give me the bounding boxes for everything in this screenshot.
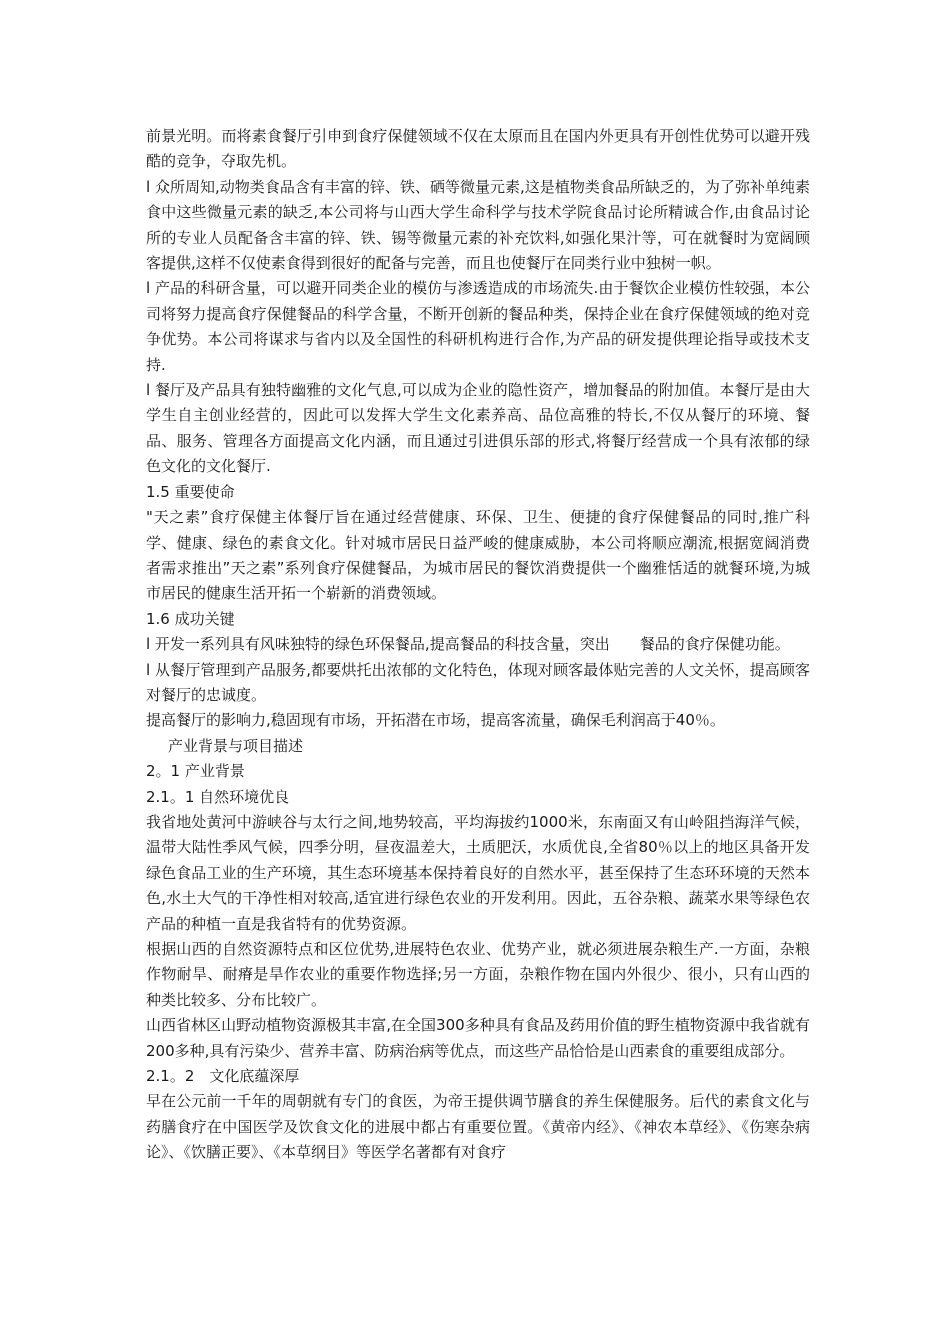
paragraph-bullet: l 从餐厅管理到产品服务,都要烘托出浓郁的文化特色，体现对顾客最体贴完善的人文关怀，提高顾客对餐厅的忠诚度。 — [146, 660, 810, 704]
section-heading: 2。1 产业背景 — [146, 762, 245, 781]
paragraph-bullet: l 产品的科研含量，可以避开同类企业的模仿与渗透造成的市场流失.由于餐饮企业模仿性较强，本公司将努力提高食疗保健餐品的科学含量，不断开创新的餐品种类，保持企业在食疗保健领域的绝对竞争优势。本公司将谋求与省内以及全国性的科研机构进行合作,为产品的研发提供理论指导或技术支持. — [146, 279, 810, 374]
paragraph: 我省地处黄河中游峡谷与太行之间,地势较高，平均海拔约1000米，东南面又有山岭阻挡海洋气候，温带大陆性季风气候，四季分明，昼夜温差大，土质肥沃，水质优良,全省80％以上的地区具备开发绿色食品工业的生产环境，其生态环境基本保持着良好的自然水平，甚至保持了生态环环境的天然本色,水土大气的干净性相对较高,适宜进行绿色农业的开发利用。因此，五谷杂粮、蔬菜水果等绿色农产品的种植一直是我省特有的优势资源。 — [146, 812, 810, 933]
chapter-heading: 产业背景与项目描述 — [168, 736, 304, 755]
subsection-heading: 2.1。2 文化底蕴深厚 — [146, 1067, 300, 1086]
section-heading: 1.6 成功关键 — [146, 609, 235, 628]
section-heading: 1.5 重要使命 — [146, 482, 235, 501]
paragraph-bullet: l 众所周知,动物类食品含有丰富的锌、铁、硒等微量元素,这是植物类食品所缺乏的，为了弥补单纯素食中这些微量元素的缺乏,本公司将与山西大学生命科学与技术学院食品讨论所精诚合作,由食品讨论所的专业人员配备含丰富的锌、铁、锡等微量元素的补充饮料,如强化果汁等，可在就餐时为宽阔顾客提供,这样不仅使素食得到很好的配备与完善，而且也使餐厅在同类行业中独树一帜。 — [146, 177, 810, 273]
document-page — [146, 124, 810, 1166]
paragraph: 根据山西的自然资源特点和区位优势,进展特色农业、优势产业，就必须进展杂粮生产.一方面，杂粮作物耐旱、耐瘠是旱作农业的重要作物选择;另一方面，杂粮作物在国内外很少、很小，只有山西的种类比较多、分布比较广。 — [146, 940, 810, 1009]
subsection-heading: 2.1。1 自然环境优良 — [146, 787, 290, 806]
paragraph: "天之素”食疗保健主体餐厅旨在通过经营健康、环保、卫生、便捷的食疗保健餐品的同时,推广科学、健康、绿色的素食文化。针对城市居民日益严峻的健康威胁，本公司将顺应潮流,根据宽阔消费者需求推出”天之素”系列食疗保健餐品，为城市居民的餐饮消费提供一个幽雅恬适的就餐环境,为城市居民的健康生活开拓一个崭新的消费领域。 — [146, 508, 810, 603]
paragraph: 提高餐厅的影响力,稳固现有市场，开拓潜在市场，提高客流量，确保毛利润高于40％。 — [146, 711, 725, 730]
paragraph: 早在公元前一千年的周朝就有专门的食医，为帝王提供调节膳食的养生保健服务。后代的素食文化与药膳食疗在中国医学及饮食文化的进展中都占有重要位置。《黄帝内经》、《神农本草经》、《伤寒杂病论》、《饮膳正要》、《本草纲目》等医学名著都有对食疗 — [146, 1092, 810, 1162]
paragraph: 山西省林区山野动植物资源极其丰富,在全国300多种具有食品及药用价值的野生植物资源中我省就有200多种,具有污染少、营养丰富、防病治病等优点，而这些产品恰恰是山西素食的重要组成部分。 — [146, 1016, 810, 1060]
paragraph-bullet: l 开发一系列具有风味独特的绿色环保餐品,提高餐品的科技含量，突出 餐品的食疗保健功能。 — [146, 635, 790, 654]
paragraph: 前景光明。而将素食餐厅引申到食疗保健领域不仅在太原而且在国内外更具有开创性优势可以避开残酷的竞争，夺取先机。 — [146, 127, 810, 171]
paragraph-bullet: l 餐厅及产品具有独特幽雅的文化气息,可以成为企业的隐性资产，增加餐品的附加值。本餐厅是由大学生自主创业经营的，因此可以发挥大学生文化素养高、品位高雅的特长,不仅从餐厅的环境、餐品、服务、管理各方面提高文化内涵，而且通过引进俱乐部的形式,将餐厅经营成一个具有浓郁的绿色文化的文化餐厅. — [146, 381, 810, 476]
